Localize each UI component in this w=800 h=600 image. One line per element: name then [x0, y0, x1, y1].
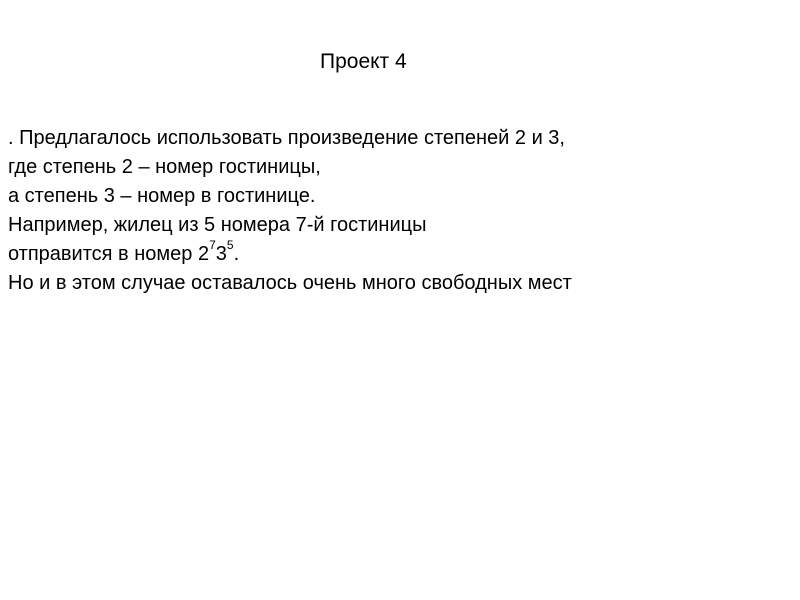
slide-body [8, 124, 792, 298]
body-line-1: . Предлагалось использовать произведение степеней 2 и 3, [8, 127, 565, 149]
body-line-3: а степень 3 – номер в гостинице. [8, 185, 316, 207]
formula-base-3: 3 [215, 243, 227, 265]
formula-base-2: 2 [197, 243, 210, 265]
slide-title: Проект 4 [320, 50, 407, 73]
body-line-2: где степень 2 – номер гостиницы, [8, 156, 321, 178]
formula-prefix: отправится в номер [8, 243, 198, 265]
body-line-4: Например, жилец из 5 номера 7-й гостиницы [8, 214, 427, 236]
body-line-formula [8, 240, 792, 269]
formula-exponent-5: 5 [226, 238, 234, 253]
formula-suffix: . [233, 243, 240, 265]
body-line-last: Но и в этом случае оставалось очень много свободных мест [8, 272, 572, 294]
formula-exponent-7: 7 [209, 238, 216, 253]
